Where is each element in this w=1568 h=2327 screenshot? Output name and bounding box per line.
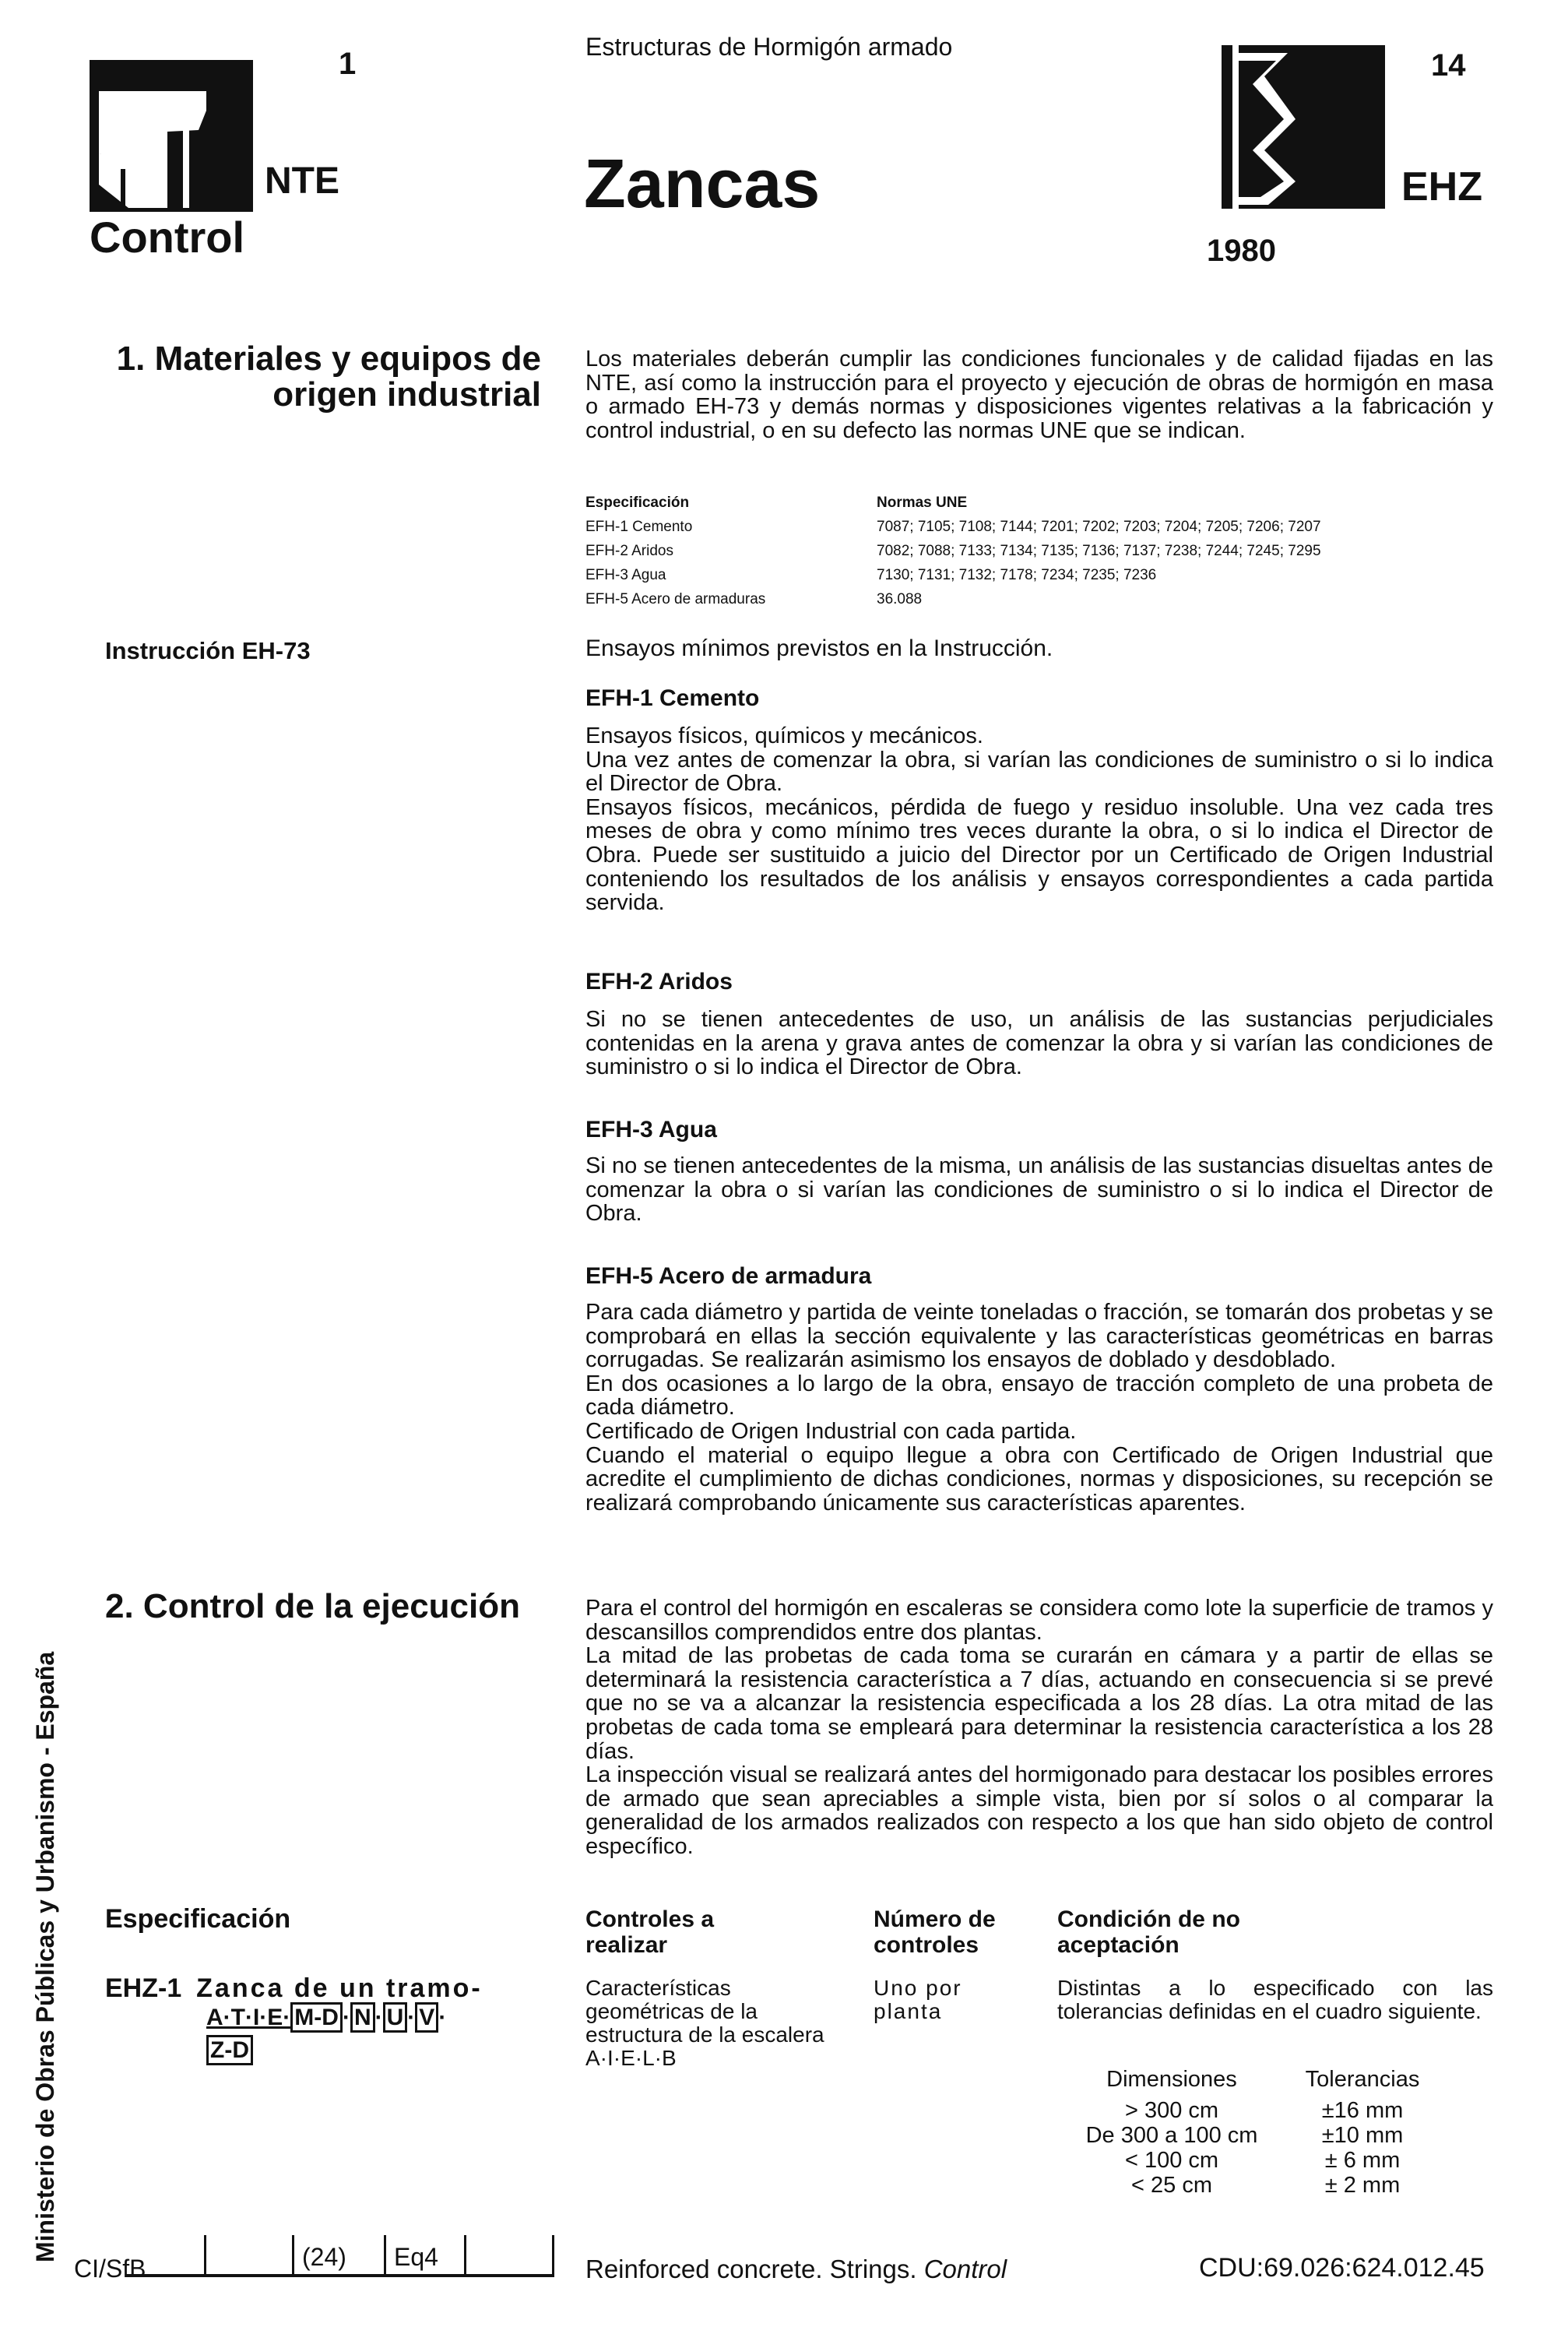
spec-entry: EHZ-1 Zanca de un tramo- A·T·I·E· M-D · N · U · V · Z-D (105, 1973, 541, 2065)
spec-title: Zanca de un tramo- (196, 1973, 483, 2003)
spec-code: EHZ-1 (105, 1973, 182, 2003)
section2-heading: 2. Control de la ejecución (105, 1587, 521, 1625)
tolerance-row (1059, 2098, 1440, 2123)
section2-paragraph: La mitad de las probetas de cada toma se curarán en cámara y a partir de ellas se determinará la resistencia característica a 7 días, actuando en consecuencia si se prevé que no se va a alcanzar la resistencia especificada a los 28 días. La otra mitad de las probetas de cada toma se empleará para determinar la resistencia característica a los 28 días. (585, 1643, 1493, 1764)
item-text (585, 1008, 1493, 1079)
tolerance-row (1059, 2148, 1440, 2173)
item-paragraph: Si no se tienen antecedentes de uso, un análisis de las sustancias perjudiciales contenidas en la arena y grava antes de comenzar la obra y si varían las condiciones de suministro o si lo indica el Director de Obra. (585, 1007, 1493, 1080)
section2-paragraph: Para el control del hormigón en escaleras se considera como lote la superficie de tramos y descansillos comprendidos entre dos plantas. (585, 1596, 1493, 1645)
table-header-controls: Controles a realizar (585, 1906, 715, 1958)
item-paragraph: Ensayos físicos, químicos y mecánicos. (585, 723, 983, 748)
tolerance: ± 6 mm (1324, 2148, 1401, 2173)
table-header-condition: Condición de no aceptación (1057, 1906, 1240, 1958)
norms-row (585, 563, 1493, 587)
cisfb-cell: (24) (294, 2235, 386, 2274)
section2-text (585, 1597, 1493, 1859)
item-heading: EFH-2 Aridos (585, 969, 733, 995)
spec-box: V (415, 2002, 438, 2033)
ehz-logo (1222, 45, 1385, 209)
page-number-left: 1 (339, 47, 357, 81)
section2-paragraph: La inspección visual se realizará antes del hormigonado para destacar los posibles errores de armado que sean apreciables a simple vista, bien por sí solos o al comparar la generalidad de los armados realizados con respecto a los que han sido objeto de control específico. (585, 1762, 1493, 1859)
cisfb-boxes (126, 2235, 554, 2277)
item-paragraph: Certificado de Origen Industrial con cada partida. (585, 1418, 1077, 1444)
number-cell: Uno por planta (874, 1976, 962, 2023)
spec-box: N (350, 2002, 375, 2033)
item-heading: EFH-3 Agua (585, 1117, 717, 1142)
nte-label: NTE (265, 160, 339, 202)
ehz-code: EHZ (1401, 164, 1482, 209)
year: 1980 (1207, 234, 1276, 268)
cisfb-label: CI/SfB (74, 2255, 146, 2283)
table-header-number: Número de controles (874, 1906, 996, 1958)
page-number-right: 14 (1431, 48, 1466, 83)
item-paragraph: Si no se tienen antecedentes de la misma, un análisis de las sustancias disueltas antes de comenzar la obra o si varían las condiciones de suministro o si lo indica el Director de Obra. (585, 1153, 1493, 1227)
norms-values: 7130; 7131; 7132; 7178; 7234; 7235; 7236 (877, 567, 1157, 583)
item-paragraph: En dos ocasiones a lo largo de la obra, ensayo de tracción completo de una probeta de cada diámetro. (585, 1371, 1493, 1420)
norms-spec: EFH-5 Acero de armaduras (585, 591, 766, 607)
item-text (585, 1154, 1493, 1226)
table-header-spec: Especificación (105, 1904, 291, 1934)
norms-table (585, 491, 1493, 611)
cisfb-cell: Eq4 (386, 2235, 466, 2274)
controls-cell: Características geométricas de la estructura de la escalera A·I·E·L·B (585, 1976, 824, 2070)
tolerance-table (1059, 2067, 1440, 2198)
item-heading: EFH-1 Cemento (585, 685, 760, 711)
norms-spec: EFH-3 Agua (585, 567, 666, 583)
tol-header: Tolerancias (1305, 2067, 1420, 2092)
spec-box: Z-D (206, 2035, 253, 2065)
item-heading: EFH-5 Acero de armadura (585, 1263, 872, 1289)
item-text (585, 1301, 1493, 1515)
norms-values: 7087; 7105; 7108; 7144; 7201; 7202; 7203; 7204; 7205; 7206; 7207 (877, 519, 1321, 535)
section1-heading: 1. Materiales y equipos de origen industrial (116, 340, 541, 414)
dimension: De 300 a 100 cm (1085, 2123, 1258, 2148)
dimension: > 300 cm (1124, 2098, 1219, 2123)
english-title-text: Reinforced concrete. Strings. (585, 2255, 917, 2283)
condition-cell: Distintas a lo especificado con las tolerancias definidas en el cuadro siguiente. (1057, 1976, 1493, 2023)
norms-values: 7082; 7088; 7133; 7134; 7135; 7136; 7137; 7238; 7244; 7245; 7295 (877, 543, 1321, 559)
english-title (585, 2255, 1007, 2284)
tolerance-row (1059, 2123, 1440, 2148)
dimension: < 25 cm (1131, 2173, 1212, 2198)
page-title: Zancas (584, 145, 821, 222)
norms-row (585, 539, 1493, 563)
series-title: Estructuras de Hormigón armado (585, 33, 953, 61)
tolerance: ±10 mm (1321, 2123, 1404, 2148)
english-title-italic: Control (923, 2255, 1007, 2283)
instruction-label: Instrucción EH-73 (105, 637, 311, 664)
nte-logo (90, 60, 253, 212)
tolerance-row (1059, 2173, 1440, 2198)
item-text (585, 724, 1493, 915)
norms-row (585, 587, 1493, 611)
norms-values: 36.088 (877, 591, 923, 607)
spec-box: M-D (290, 2002, 343, 2033)
spec-box: U (383, 2002, 408, 2033)
section1-intro: Los materiales deberán cumplir las condiciones funcionales y de calidad fijadas en las NTE, así como la instrucción para el proyecto y ejecución de obras de hormigón en masa o armado EH-73 y demás normas y disposiciones vigentes relativas a la fabricación y control industrial, o en su defecto las normas UNE que se indican. (585, 347, 1493, 443)
control-label: Control (90, 213, 245, 262)
dimension: < 100 cm (1124, 2148, 1219, 2173)
cdu-code: CDU:69.026:624.012.45 (1199, 2253, 1485, 2283)
norms-spec: EFH-2 Aridos (585, 543, 673, 559)
norms-row (585, 515, 1493, 539)
ministry-side-text: Ministerio de Obras Públicas y Urbanismo - España (31, 1651, 59, 2262)
tolerance: ±16 mm (1321, 2098, 1404, 2123)
instruction-text: Ensayos mínimos previstos en la Instrucción. (585, 635, 1053, 661)
norms-header-une: Normas UNE (877, 495, 968, 511)
cisfb-cell (466, 2235, 554, 2274)
cisfb-cell (204, 2235, 294, 2274)
spec-plain: A·T·I·E· (206, 2005, 291, 2030)
item-paragraph: Una vez antes de comenzar la obra, si varían las condiciones de suministro o si lo indica el Director de Obra. (585, 747, 1493, 797)
item-paragraph: Para cada diámetro y partida de veinte toneladas o fracción, se tomarán dos probetas y se comprobará en ellas la sección equivalente y las características geométricas en barras corrugadas. Se realizarán asimismo los ensayos de doblado y desdoblado. (585, 1300, 1493, 1373)
item-paragraph: Cuando el material o equipo llegue a obra con Certificado de Origen Industrial que acredite el cumplimiento de dichas condiciones, normas y disposiciones, su recepción se realizará comprobando únicamente sus características aparentes. (585, 1442, 1493, 1516)
tolerance: ± 2 mm (1324, 2173, 1401, 2198)
dims-header: Dimensiones (1106, 2067, 1237, 2092)
norms-spec: EFH-1 Cemento (585, 519, 693, 535)
norms-header-spec: Especificación (585, 495, 690, 511)
item-paragraph: Ensayos físicos, mecánicos, pérdida de fuego y residuo insoluble. Una vez cada tres meses de obra y como mínimo tres veces durante la obra, o si lo indica el Director de Obra. Puede ser sustituido a juicio del Director por un Certificado de Origen Industrial conteniendo los resultados de los análisis y ensayos correspondientes a cada partida servida. (585, 794, 1493, 916)
